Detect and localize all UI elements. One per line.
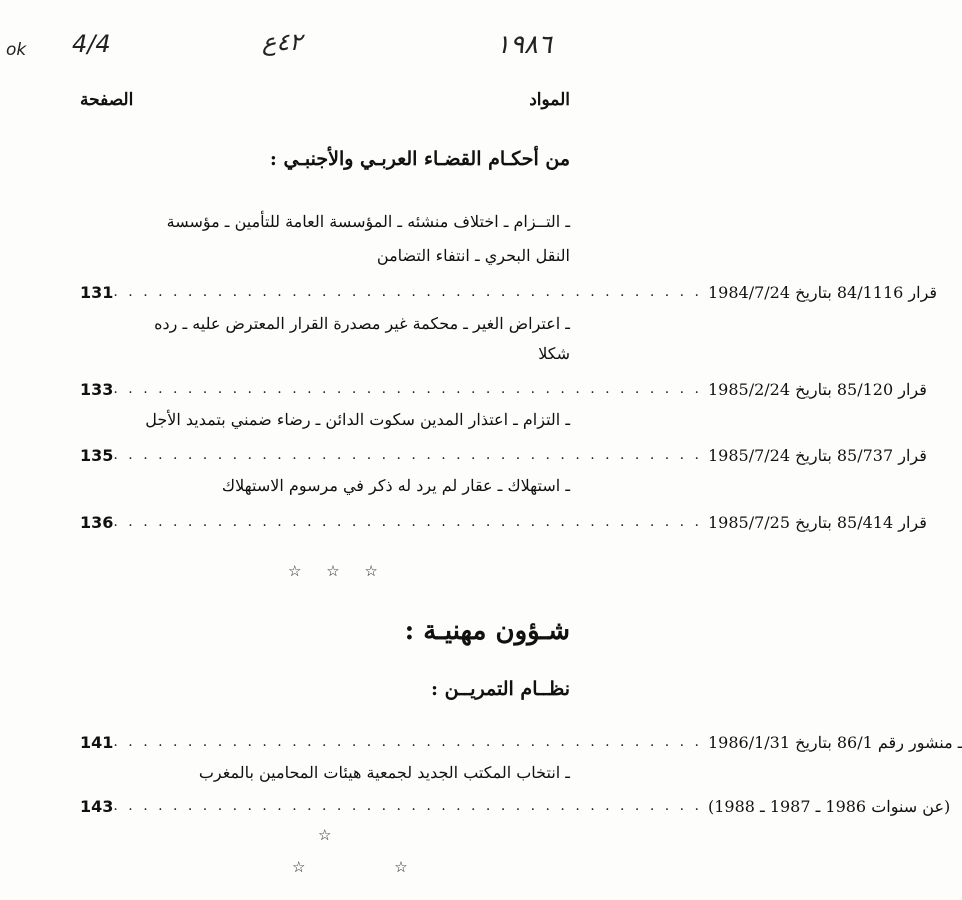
- page-number: 131: [80, 282, 114, 302]
- page-number: 136: [80, 512, 114, 532]
- entry-line: النقل البحري ـ انتفاء التضامن: [376, 246, 570, 265]
- toc-row: [80, 794, 951, 818]
- page-number: 133: [80, 379, 114, 399]
- entry-line: شكلا: [538, 344, 570, 363]
- circular-reference: ـ منشور رقم 86/1 بتاريخ 1986/1/31: [707, 732, 962, 752]
- decision-reference: قرار 84/1116 بتاريخ 1984/7/24: [707, 282, 938, 302]
- toc-row: [80, 377, 927, 401]
- column-header-page: الصفحة: [80, 90, 134, 110]
- handwritten-number: ٤٢ع: [262, 28, 303, 56]
- years-reference: (عن سنوات 1986 ـ 1987 ـ 1988): [707, 796, 951, 816]
- star-separator: ☆ ☆ ☆: [288, 562, 388, 580]
- leader-dots: . . . . . . . . . . . . . . . . . . . . . . . . . . . . . . . . . . . . . . . .: [113, 798, 702, 814]
- handwritten-fraction: 4/4: [72, 30, 111, 58]
- subsection-title-training: نظــام التمريــن :: [431, 678, 570, 700]
- toc-row: [80, 510, 927, 534]
- page-number: 135: [80, 445, 114, 465]
- column-header-materials: المواد: [529, 90, 570, 110]
- leader-dots: . . . . . . . . . . . . . . . . . . . . . . . . . . . . . . . . . . . . . . . .: [113, 447, 702, 463]
- toc-row: [80, 280, 938, 304]
- leader-dots: . . . . . . . . . . . . . . . . . . . . . . . . . . . . . . . . . . . . . . . .: [113, 381, 702, 397]
- leader-dots: . . . . . . . . . . . . . . . . . . . . . . . . . . . . . . . . . . . . . . . .: [113, 514, 702, 530]
- leader-dots: . . . . . . . . . . . . . . . . . . . . . . . . . . . . . . . . . . . . . . . .: [113, 284, 702, 300]
- section-title-jurisprudence: من أحكـام القضـاء العربـي والأجنبـي :: [269, 148, 570, 170]
- handwritten-year: ١٩٨٦: [496, 30, 552, 60]
- entry-line: ـ التــزام ـ اختلاف منشئه ـ المؤسسة العامة للتأمين ـ مؤسسة: [166, 212, 570, 231]
- entry-line: ـ اعتراض الغير ـ محكمة غير مصدرة القرار المعترض عليه ـ رده: [154, 314, 570, 333]
- entry-line: ـ التزام ـ اعتذار المدين سكوت الدائن ـ رضاء ضمني بتمديد الأجل: [145, 410, 570, 429]
- decision-reference: قرار 85/414 بتاريخ 1985/7/25: [707, 512, 927, 532]
- star-ornament-top: ☆: [318, 826, 342, 844]
- entry-line: ـ استهلاك ـ عقار لم يرد له ذكر في مرسوم الاستهلاك: [221, 476, 570, 495]
- handwritten-ok: ok: [6, 40, 27, 60]
- decision-reference: قرار 85/120 بتاريخ 1985/2/24: [707, 379, 927, 399]
- entry-line: ـ انتخاب المكتب الجديد لجمعية هيئات المحامين بالمغرب: [198, 763, 570, 782]
- leader-dots: . . . . . . . . . . . . . . . . . . . . . . . . . . . . . . . . . . . . . . . .: [113, 734, 702, 750]
- toc-row: [80, 443, 927, 467]
- toc-row: [80, 730, 962, 754]
- page-number: 143: [80, 796, 114, 816]
- section-title-professional-affairs: شـؤون مهنيـة :: [404, 616, 570, 646]
- decision-reference: قرار 85/737 بتاريخ 1985/7/24: [707, 445, 927, 465]
- star-ornament-bottom: ☆ ☆: [292, 858, 450, 876]
- page-number: 141: [80, 732, 114, 752]
